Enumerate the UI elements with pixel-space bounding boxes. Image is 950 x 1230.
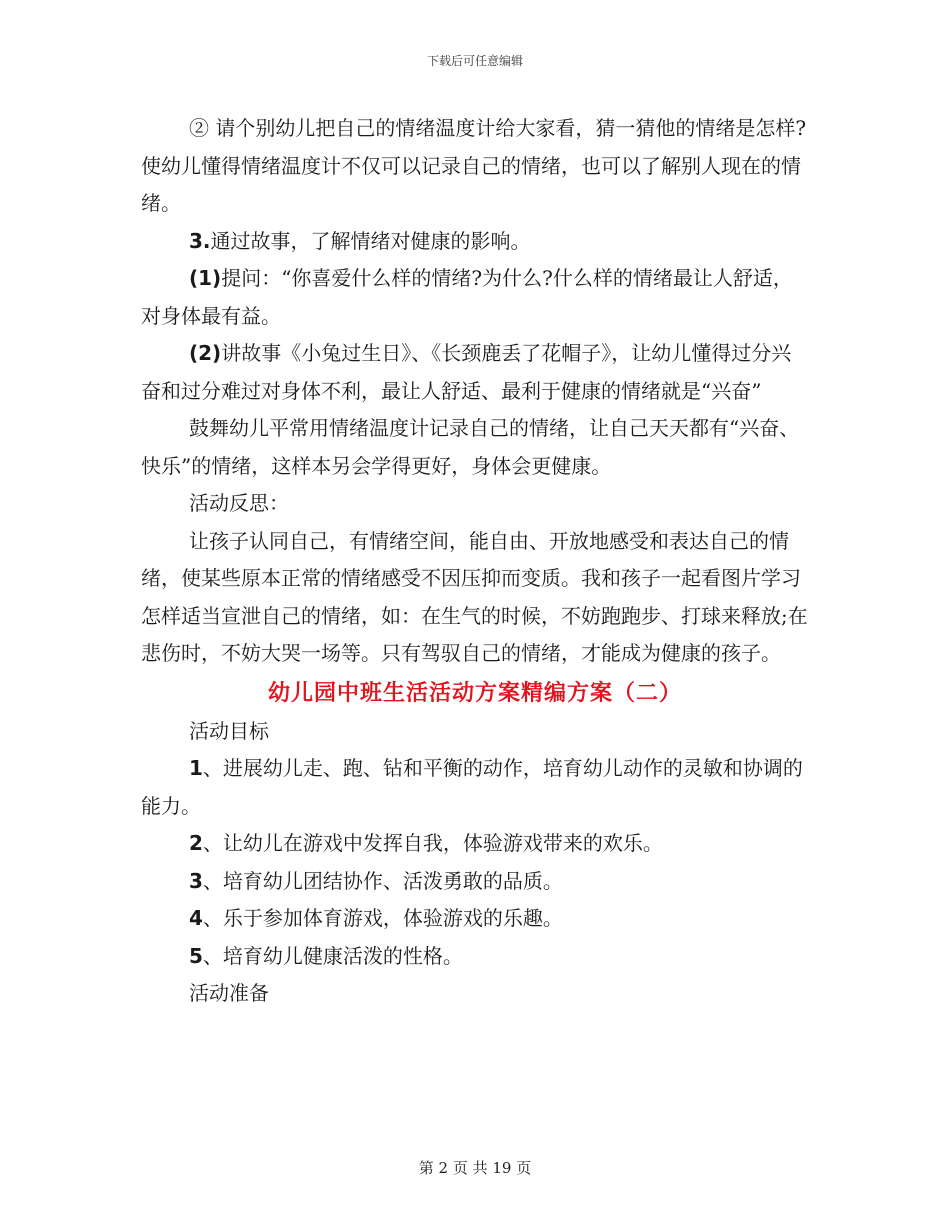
page-header-note: 下载后可任意编辑 [426,54,523,68]
paragraph: 3、培育幼儿团结协作、活泼勇敢的品质。 [189,868,563,893]
paragraph: 4、乐于参加体育游戏，体验游戏的乐趣。 [189,906,563,930]
section-title: 幼儿园中班生活活动方案精编方案（二） [267,679,682,706]
paragraph: 活动反思： [189,491,289,515]
page-footer-number: 第 2 页 共 19 页 [418,1159,532,1177]
paragraph: 活动目标 [189,718,269,743]
paragraph: 让孩子认同自己，有情绪空间，能自由、开放地感受和表达自己的情绪，使某些原本正常的情绪感受不因压抑而变质。我和孩子一起看图片学习怎样适当宣泄自己的情绪，如：在生气的时候，不妨跑跑步、打球来释放;在悲伤时，不妨大哭一场等。只有驾驭自己的情绪，才能成为健康的孩子。 [141,528,808,665]
paragraph: 5、培育幼儿健康活泼的性格。 [189,943,463,968]
paragraph: (1)提问：“你喜爱什么样的情绪?为什么?什么样的情绪最让人舒适，对身体最有益。 [141,266,793,328]
paragraph: 1、进展幼儿走、跑、钻和平衡的动作，培育幼儿动作的灵敏和协调的能力。 [141,756,803,818]
paragraph: (2)讲故事《小兔过生日》、《长颈鹿丢了花帽子》，让幼儿懂得过分兴奋和过分难过对身体不利，最让人舒适、最利于健康的情绪就是“兴奋” [141,341,792,403]
paragraph: ② 请个别幼儿把自己的情绪温度计给大家看，猜一猜他的情绪是怎样?使幼儿懂得情绪温度计不仅可以记录自己的情绪，也可以了解别人现在的情绪。 [141,116,807,215]
paragraph: 2、让幼儿在游戏中发挥自我，体验游戏带来的欢乐。 [189,831,663,855]
paragraph: 活动准备 [189,981,269,1005]
paragraph: 鼓舞幼儿平常用情绪温度计记录自己的情绪，让自己天天都有“兴奋、快乐”的情绪，这样本另会学得更好，身体会更健康。 [141,416,800,478]
document-body [141,110,809,1013]
paragraph: 3.通过故事，了解情绪对健康的影响。 [189,228,531,253]
